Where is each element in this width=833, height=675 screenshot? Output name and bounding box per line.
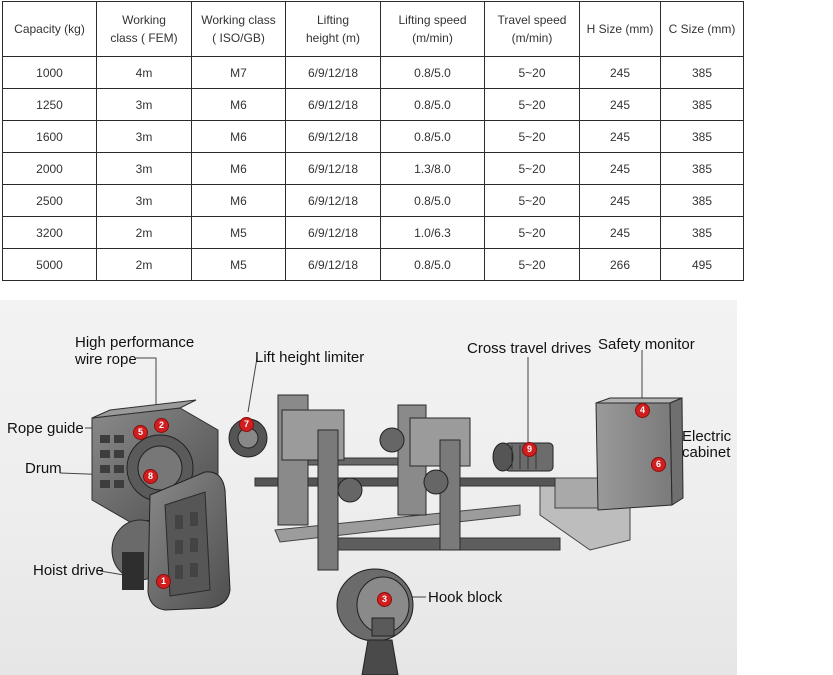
- table-cell: 2500: [3, 185, 97, 217]
- badge-lift-limiter: 7: [239, 417, 254, 432]
- table-cell: 6/9/12/18: [286, 185, 381, 217]
- table-cell: 245: [580, 89, 661, 121]
- label-safety-monitor: Safety monitor: [598, 336, 695, 353]
- table-cell: 2m: [97, 217, 192, 249]
- table-cell: 6/9/12/18: [286, 217, 381, 249]
- table-cell: 5000: [3, 249, 97, 281]
- table-cell: 3m: [97, 121, 192, 153]
- table-cell: 385: [661, 121, 744, 153]
- badge-hook-block: 3: [377, 592, 392, 607]
- header-lifting-height: Lifting height (m): [286, 2, 381, 57]
- table-cell: M6: [192, 185, 286, 217]
- table-cell: 385: [661, 217, 744, 249]
- table-cell: M6: [192, 121, 286, 153]
- table-cell: M6: [192, 153, 286, 185]
- table-row: [3, 89, 744, 121]
- table-cell: M5: [192, 249, 286, 281]
- hoist-exploded-diagram: [0, 300, 737, 675]
- table-cell: 6/9/12/18: [286, 153, 381, 185]
- table-cell: 385: [661, 153, 744, 185]
- label-rope-guide: Rope guide: [7, 420, 84, 437]
- table-cell: 3m: [97, 153, 192, 185]
- table-cell: 5~20: [485, 121, 580, 153]
- header-c-size: C Size (mm): [661, 2, 744, 57]
- label-cross-travel-drives: Cross travel drives: [467, 340, 592, 357]
- badge-safety-monitor: 4: [635, 403, 650, 418]
- table-row: [3, 153, 744, 185]
- table-cell: 5~20: [485, 185, 580, 217]
- header-h-size: H Size (mm): [580, 2, 661, 57]
- table-cell: 3200: [3, 217, 97, 249]
- table-cell: 5~20: [485, 217, 580, 249]
- table-cell: 0.8/5.0: [381, 185, 485, 217]
- table-cell: 5~20: [485, 153, 580, 185]
- table-cell: 0.8/5.0: [381, 249, 485, 281]
- table-row: [3, 121, 744, 153]
- table-cell: M5: [192, 217, 286, 249]
- table-cell: 0.8/5.0: [381, 121, 485, 153]
- hook-block: [337, 569, 413, 675]
- table-body: [3, 57, 744, 281]
- table-cell: 1.0/6.3: [381, 217, 485, 249]
- table-cell: 6/9/12/18: [286, 89, 381, 121]
- table-cell: 266: [580, 249, 661, 281]
- table-row: [3, 249, 744, 281]
- table-cell: 0.8/5.0: [381, 57, 485, 89]
- label-lift-height-limiter: Lift height limiter: [255, 349, 365, 366]
- table-cell: 245: [580, 185, 661, 217]
- label-electric-line2: cabinet: [682, 444, 731, 461]
- hoist-spec-table: [2, 1, 744, 281]
- label-drum: Drum: [25, 460, 62, 477]
- table-cell: 4m: [97, 57, 192, 89]
- label-hook-block: Hook block: [428, 589, 503, 606]
- table-cell: 6/9/12/18: [286, 121, 381, 153]
- table-cell: 0.8/5.0: [381, 89, 485, 121]
- table-cell: 5~20: [485, 249, 580, 281]
- table-cell: 1.3/8.0: [381, 153, 485, 185]
- table-header-row: [3, 2, 744, 57]
- table-cell: 245: [580, 57, 661, 89]
- label-wire-rope-line1: High performance: [75, 334, 195, 351]
- badge-wire-rope: 2: [154, 418, 169, 433]
- header-lifting-speed: Lifting speed (m/min): [381, 2, 485, 57]
- table-cell: 3m: [97, 89, 192, 121]
- table-cell: 245: [580, 153, 661, 185]
- table-cell: 385: [661, 185, 744, 217]
- table-cell: M6: [192, 89, 286, 121]
- table-cell: M7: [192, 57, 286, 89]
- table-cell: 1600: [3, 121, 97, 153]
- label-hoist-drive: Hoist drive: [33, 562, 104, 579]
- table-cell: 5~20: [485, 57, 580, 89]
- table-cell: 1000: [3, 57, 97, 89]
- badge-rope-guide: 5: [133, 425, 148, 440]
- header-working-class-iso: Working class ( ISO/GB): [192, 2, 286, 57]
- label-wire-rope-line2: wire rope: [75, 351, 137, 368]
- label-electric-line1: Electric: [682, 428, 732, 445]
- header-working-class-fem: Working class ( FEM): [97, 2, 192, 57]
- table-row: [3, 185, 744, 217]
- badge-cross-travel: 9: [522, 442, 537, 457]
- table-cell: 2m: [97, 249, 192, 281]
- table-cell: 5~20: [485, 89, 580, 121]
- table-cell: 245: [580, 217, 661, 249]
- table-cell: 385: [661, 89, 744, 121]
- table-cell: 2000: [3, 153, 97, 185]
- table-cell: 1250: [3, 89, 97, 121]
- table-row: [3, 217, 744, 249]
- badge-drum: 8: [143, 469, 158, 484]
- badge-electric-cabinet: 6: [651, 457, 666, 472]
- table-cell: 6/9/12/18: [286, 57, 381, 89]
- badge-hoist-drive: 1: [156, 574, 171, 589]
- table-cell: 6/9/12/18: [286, 249, 381, 281]
- header-capacity: Capacity (kg): [3, 2, 97, 57]
- table-cell: 245: [580, 121, 661, 153]
- table-row: [3, 57, 744, 89]
- table-cell: 3m: [97, 185, 192, 217]
- header-travel-speed: Travel speed (m/min): [485, 2, 580, 57]
- table-cell: 385: [661, 57, 744, 89]
- table-cell: 495: [661, 249, 744, 281]
